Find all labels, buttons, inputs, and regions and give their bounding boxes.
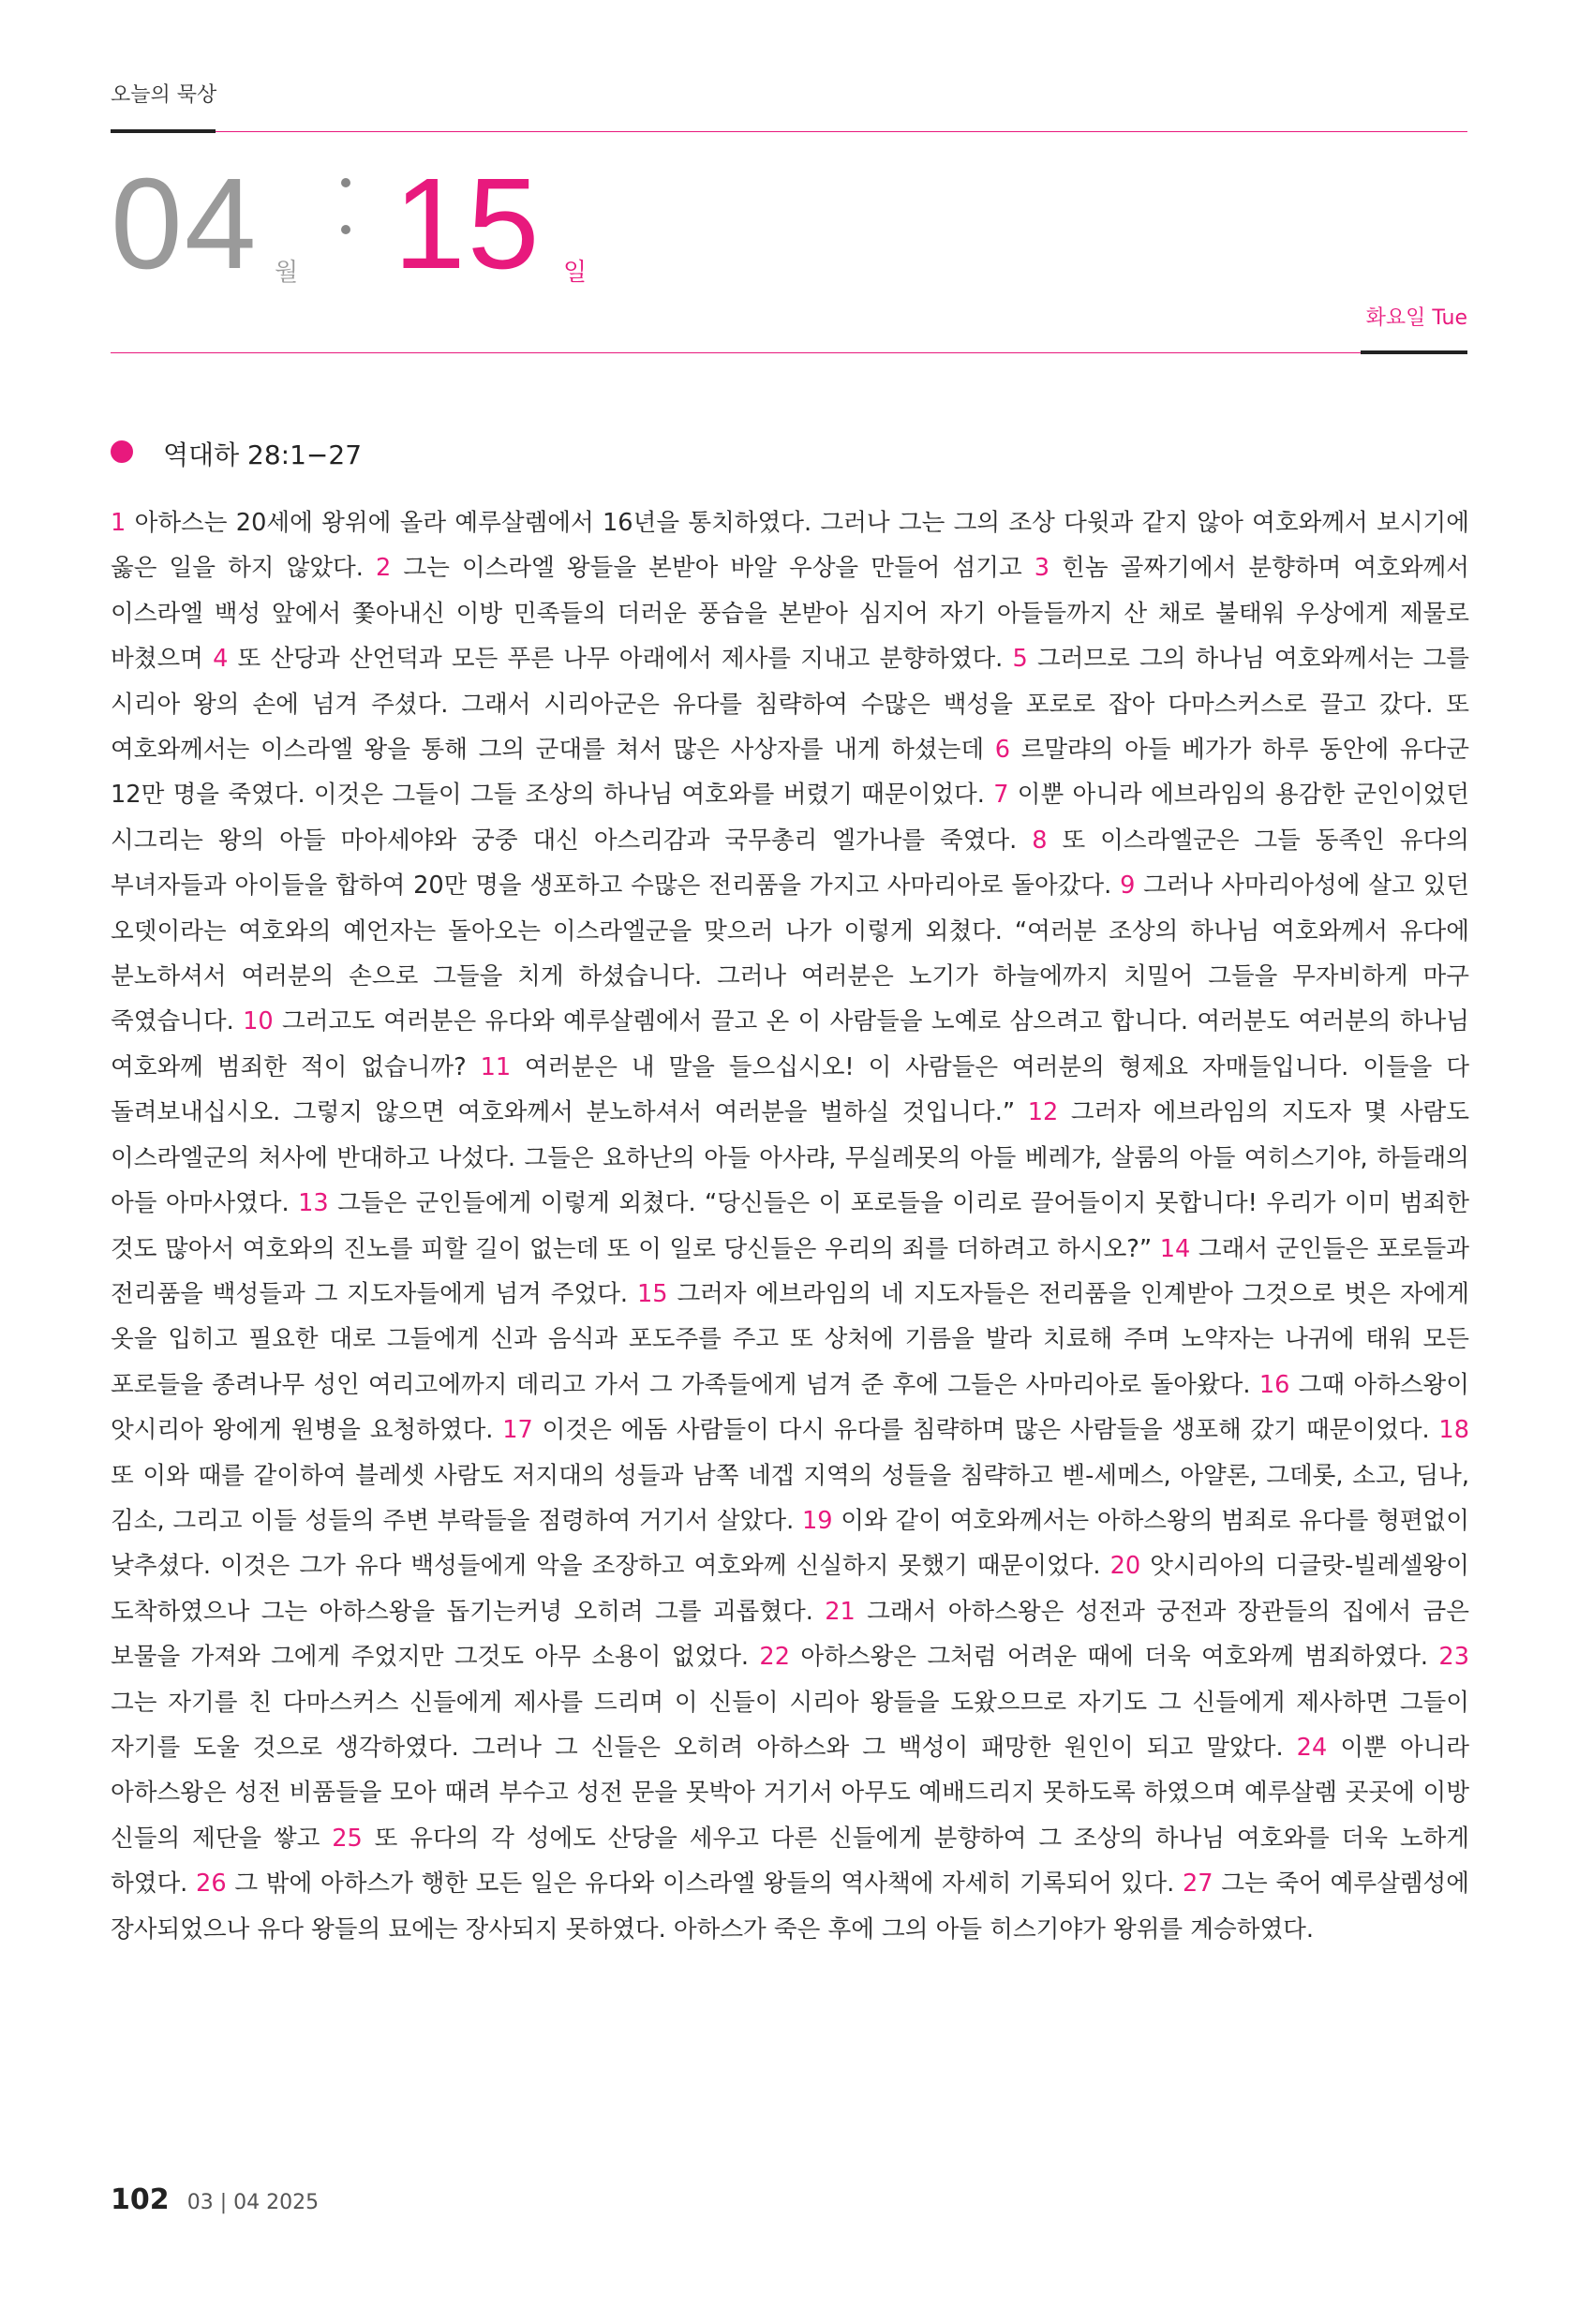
- month-number: 04: [111, 152, 259, 296]
- verse-text: 이뿐 아니라 에브라임의 용감한 군인이었던 시그리는 왕의 아들 마아세야와 궁중 대신 아스리감과 국무총리 엘가나를 죽였다.: [111, 781, 1470, 855]
- divider-pink: [111, 352, 1467, 353]
- verse-number: 19: [801, 1506, 833, 1535]
- verse-number: 13: [298, 1189, 329, 1218]
- verse-text: 그러나 사마리아성에 살고 있던 오뎃이라는 여호와의 예언자는 돌아오는 이스라엘군을 맞으러 나가 이렇게 외쳤다. “여러분 조상의 하나님 여호와께서 유다에 분노하셔서 여러분의 손으로 그들을 치게 하셨습니다. 그러나 여러분은 노기가 하늘에까지 치밀어 그들을 무자비하게 마구 죽였습니다.: [111, 872, 1469, 1036]
- verse-text: 그는 자기를 친 다마스커스 신들에게 제사를 드리며 이 신들이 시리아 왕들을 도왔으므로 자기도 그 신들에게 제사하면 그들이 자기를 도울 것으로 생각하였다. 그러나 그 신들은 오히려 아하스와 그 백성이 패망한 원인이 되고 말았다.: [111, 1688, 1469, 1762]
- verse-text: 그들은 군인들에게 이렇게 외쳤다. “당신들은 이 포로들을 이리로 끌어들이지 못합니다! 우리가 이미 범죄한 것도 많아서 여호와의 진노를 피할 길이 없는데 또 이 일로 당신들은 우리의 죄를 더하려고 하시오?”: [111, 1189, 1469, 1263]
- verse-text: 르말랴의 아들 베가가 하루 동안에 유다군 12만 명을 죽였다. 이것은 그들이 그들 조상의 하나님 여호와를 버렸기 때문이었다.: [111, 736, 1469, 810]
- passage-reference: 역대하 28:1−27: [163, 439, 363, 470]
- verse-number: 15: [636, 1279, 668, 1308]
- verse-number: 9: [1120, 872, 1136, 901]
- verse-text: 그는 이스라엘 왕들을 본받아 바알 우상을 만들어 섬기고: [391, 554, 1035, 583]
- verse-number: 10: [243, 1007, 274, 1036]
- verse-text: 또 산당과 산언덕과 모든 푸른 나무 아래에서 제사를 지내고 분향하였다.: [228, 645, 1013, 674]
- verse-number: 22: [759, 1643, 790, 1672]
- verse-number: 4: [213, 645, 229, 674]
- verse-text: 앗시리아의 디글랏-빌레셀왕이 도착하였으나 그는 아하스왕을 돕기는커녕 오히려 그를 괴롭혔다.: [111, 1552, 1469, 1626]
- month-unit: 월: [275, 259, 299, 287]
- verse-number: 17: [502, 1416, 533, 1445]
- day-number: 15: [394, 152, 542, 296]
- verse-number: 1: [111, 509, 127, 537]
- verse-number: 14: [1159, 1234, 1191, 1263]
- verse-number: 16: [1258, 1370, 1290, 1399]
- verse-text: 또 이와 때를 같이하여 블레셋 사람도 저지대의 성들과 남쪽 네겝 지역의 성들을 침략하고 벧-세메스, 아얄론, 그데롯, 소고, 딤나, 김소, 그리고 이들 성들의 주변 부락들을 점령하여 거기서 살았다.: [111, 1461, 1469, 1535]
- verse-number: 2: [376, 554, 392, 583]
- verse-text: 또 유다의 각 성에도 산당을 세우고 다른 신들에게 분향하여 그 조상의 하나님 여호와를 더욱 노하게 하였다.: [111, 1824, 1469, 1899]
- verse-text: 그때 아하스왕이 앗시리아 왕에게 원병을 요청하였다.: [111, 1370, 1470, 1445]
- weekday: 화요일 Tue: [1365, 306, 1467, 330]
- verse-text: 그 밖에 아하스가 행한 모든 일은 유다와 이스라엘 왕들의 역사책에 자세히 기록되어 있다.: [226, 1870, 1183, 1899]
- verse-number: 11: [480, 1052, 512, 1081]
- day-unit: 일: [563, 259, 588, 287]
- verse-text: 여러분은 내 말을 들으십시오! 이 사람들은 여러분의 형제요 자매들입니다. 이들을 다 돌려보내십시오. 그렇지 않으면 여호와께서 분노하셔서 여러분을 벌하실 것입니다.”: [111, 1052, 1469, 1127]
- issue-label: 03 | 04 2025: [186, 2191, 320, 2214]
- verse-text: 그는 죽어 예루살렘성에 장사되었으나 유다 왕들의 묘에는 장사되지 못하였다. 아하스가 죽은 후에 그의 아들 히스기야가 왕위를 계승하였다.: [111, 1870, 1469, 1944]
- verse-number: 12: [1027, 1098, 1059, 1127]
- header-rule-black: [111, 129, 216, 133]
- verse-text: 그러자 에브라임의 네 지도자들은 전리품을 인계받아 그것으로 벗은 자에게 옷을 입히고 필요한 대로 그들에게 신과 음식과 포도주를 주고 또 상처에 기름을 발라 치료해 주며 노약자는 나귀에 태워 모든 포로들을 종려나무 성인 여리고에까지 데리고 가서 그 가족들에게 넘겨 준 후에 그들은 사마리아로 돌아왔다.: [111, 1279, 1470, 1399]
- verse-text: 이뿐 아니라 아하스왕은 성전 비품들을 모아 때려 부수고 성전 문을 못박아 거기서 아무도 예배드리지 못하도록 하였으며 예루살렘 곳곳에 이방 신들의 제단을 쌓고: [111, 1733, 1470, 1853]
- verse-number: 23: [1438, 1643, 1469, 1672]
- verse-number: 8: [1032, 826, 1048, 855]
- scripture-body: [111, 500, 1469, 1952]
- verse-number: 18: [1438, 1416, 1469, 1445]
- verse-text: 그래서 군인들은 포로들과 전리품을 백성들과 그 지도자들에게 넘겨 주었다.: [111, 1234, 1469, 1308]
- date-colon: [341, 178, 350, 272]
- verse-number: 24: [1296, 1733, 1328, 1762]
- verse-text: 그래서 아하스왕은 성전과 궁전과 장관들의 집에서 금은 보물을 가져와 그에게 주었지만 그것도 아무 소용이 없었다.: [111, 1597, 1470, 1672]
- verse-number: 6: [994, 736, 1010, 765]
- verse-number: 5: [1012, 645, 1028, 674]
- page-number: 102: [111, 2183, 170, 2216]
- verse-number: 27: [1182, 1870, 1213, 1899]
- verse-number: 7: [993, 781, 1009, 810]
- verse-text: 아하스는 20세에 왕위에 올라 예루살렘에서 16년을 통치하였다. 그러나 그는 그의 조상 다윗과 같지 않아 여호와께서 보시기에 옳은 일을 하지 않았다.: [111, 509, 1469, 583]
- verse-number: 20: [1109, 1552, 1141, 1581]
- verse-number: 21: [825, 1597, 856, 1626]
- verse-text: 그러므로 그의 하나님 여호와께서는 그를 시리아 왕의 손에 넘겨 주셨다. 그래서 시리아군은 유다를 침략하여 수많은 백성을 포로로 잡아 다마스커스로 끌고 갔다. 또 여호와께서는 이스라엘 왕을 통해 그의 군대를 쳐서 많은 사상자를 내게 하셨는데: [111, 645, 1469, 765]
- verse-text: 이것은 에돔 사람들이 다시 유다를 침략하며 많은 사람들을 생포해 갔기 때문이었다.: [532, 1416, 1439, 1445]
- verse-number: 3: [1034, 554, 1050, 583]
- verse-text: 이와 같이 여호와께서는 아하스왕의 범죄로 유다를 형편없이 낮추셨다. 이것은 그가 유다 백성들에게 악을 조장하고 여호와께 신실하지 못했기 때문이었다.: [111, 1506, 1469, 1581]
- header-label: 오늘의 묵상: [111, 83, 217, 107]
- verse-text: 그러자 에브라임의 지도자 몇 사람도 이스라엘군의 처사에 반대하고 나섰다. 그들은 요하난의 아들 아사랴, 무실레못의 아들 베레갸, 살룸의 아들 여히스기야, 하들래의 아들 아마사였다.: [111, 1098, 1470, 1218]
- header-rule-pink: [216, 131, 1467, 132]
- verse-number: 26: [196, 1870, 227, 1899]
- bullet-dot-icon: [111, 440, 133, 463]
- verse-text: 아하스왕은 그처럼 어려운 때에 더욱 여호와께 범죄하였다.: [790, 1643, 1439, 1672]
- verse-text: 그러고도 여러분은 유다와 예루살렘에서 끌고 온 이 사람들을 노예로 삼으려고 합니다. 여러분도 여러분의 하나님 여호와께 범죄한 적이 없습니까?: [111, 1007, 1469, 1081]
- divider-black: [1361, 350, 1467, 354]
- verse-text: 또 이스라엘군은 그들 동족인 유다의 부녀자들과 아이들을 합하여 20만 명을 생포하고 수많은 전리품을 가지고 사마리아로 돌아갔다.: [111, 826, 1469, 901]
- verse-text: 힌놈 골짜기에서 분향하며 여호와께서 이스라엘 백성 앞에서 쫓아내신 이방 민족들의 더러운 풍습을 본받아 심지어 자기 아들들까지 산 채로 불태워 우상에게 제물로 바쳤으며: [111, 554, 1469, 674]
- footer: [111, 2183, 319, 2216]
- verse-number: 25: [332, 1824, 363, 1853]
